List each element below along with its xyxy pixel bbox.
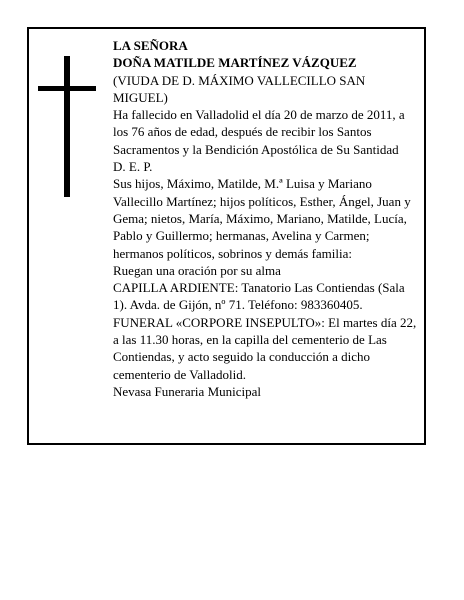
funeral-details: FUNERAL «CORPORE INSEPULTO»: El martes día 22, a las 11.30 horas, en la capilla del cementerio de Las Contiendas, y acto seguido la conducción a dicho cementerio de Valladolid. [113,314,417,382]
deceased-title: LA SEÑORA [113,38,188,53]
deceased-name: DOÑA MATILDE MARTÍNEZ VÁZQUEZ [113,55,357,71]
obituary-text [113,37,421,400]
cross-vertical-bar [64,56,70,197]
death-announcement: Ha fallecido en Valladolid el día 20 de marzo de 2011, a los 76 años de edad, después de recibir los Santos Sacramentos y la Bendición Apostólica de Su Santidad [113,107,405,157]
family-members: Sus hijos, Máximo, Matilde, M.ª Luisa y Mariano Vallecillo Martínez; hijos políticos, Esther, Ángel, Juan y Gema; nietos, María, Máximo, Mariano, Matilde, Lucía, Pablo y Guillermo; hermanas, Avelina y Carmen; hermanos políticos, sobrinos y demás familia: [113,176,411,261]
cross-horizontal-bar [38,86,96,91]
funeral-home: Nevasa Funeraria Municipal [113,383,262,399]
prayer-request: Ruegan una oración por su alma [113,262,281,278]
chapel-details: CAPILLA ARDIENTE: Tanatorio Las Contiendas (Sala 1). Avda. de Gijón, nº 71. Teléfono: 983360405. [113,280,405,313]
rest-in-peace: D. E. P. [113,159,153,175]
cross-icon [38,56,96,197]
widow-of: (VIUDA DE D. MÁXIMO VALLECILLO SAN MIGUEL) [113,72,366,105]
